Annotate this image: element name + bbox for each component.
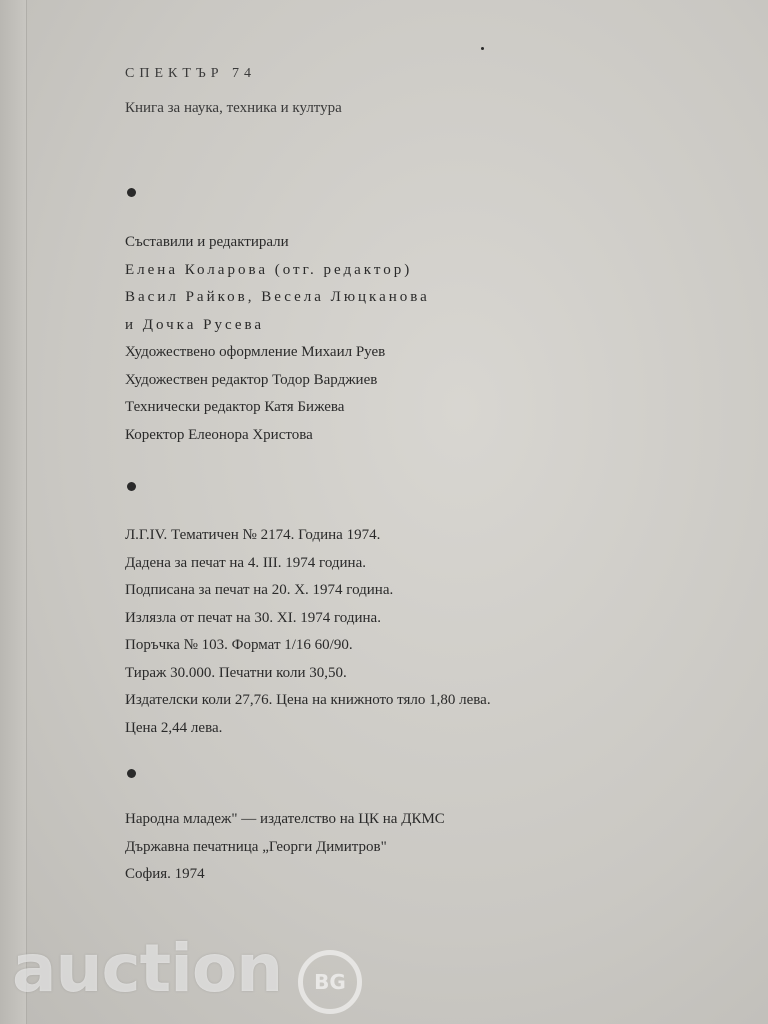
- section-bullet: [127, 188, 136, 197]
- credit-line: Васил Райков, Весела Люцканова: [125, 289, 430, 305]
- credit-line: Художествено оформление Михаил Руев: [125, 344, 386, 360]
- credit-line: Художествен редактор Тодор Варджиев: [125, 371, 378, 388]
- printing-line: Издателски коли 27,76. Цена на книжното тяло 1,80 лева.: [125, 692, 491, 708]
- credits-section: [125, 229, 430, 449]
- credit-line: и Дочка Русева: [125, 316, 265, 333]
- ink-speck: [481, 47, 484, 50]
- printing-line: Тираж 30.000. Печатни коли 30,50.: [125, 664, 347, 681]
- series-subtitle: Книга за наука, техника и култура: [125, 100, 342, 116]
- credit-line: Технически редактор Катя Бижева: [125, 399, 345, 415]
- publisher-line: София. 1974: [125, 866, 205, 882]
- printing-line: Л.Г.IV. Тематичен № 2174. Година 1974.: [125, 527, 381, 543]
- section-bullet: [127, 769, 136, 778]
- printing-line: Подписана за печат на 20. X. 1974 година.: [125, 582, 394, 598]
- watermark-badge: BG: [298, 950, 362, 1014]
- printing-section: [125, 522, 491, 742]
- page-edge: [0, 0, 27, 1024]
- printing-line: Излязла от печат на 30. XI. 1974 година.: [125, 609, 381, 626]
- publisher-line: Държавна печатница „Георги Димитров": [125, 838, 387, 855]
- credit-line: Коректор Елеонора Христова: [125, 426, 313, 443]
- credit-line: Елена Коларова (отг. редактор): [125, 261, 413, 278]
- printing-line: Поръчка № 103. Формат 1/16 60/90.: [125, 637, 353, 653]
- printing-line: Цена 2,44 лева.: [125, 719, 223, 736]
- printing-line: Дадена за печат на 4. III. 1974 година.: [125, 554, 366, 571]
- series-title: СПЕКТЪР 74: [125, 66, 257, 81]
- credits-heading: Съставили и редактирали: [125, 234, 289, 250]
- section-bullet: [127, 482, 136, 491]
- watermark-logo: auction: [12, 930, 283, 1007]
- publisher-section: [125, 806, 445, 889]
- publisher-line: Народна младеж" — издателство на ЦК на ДКМС: [125, 811, 445, 827]
